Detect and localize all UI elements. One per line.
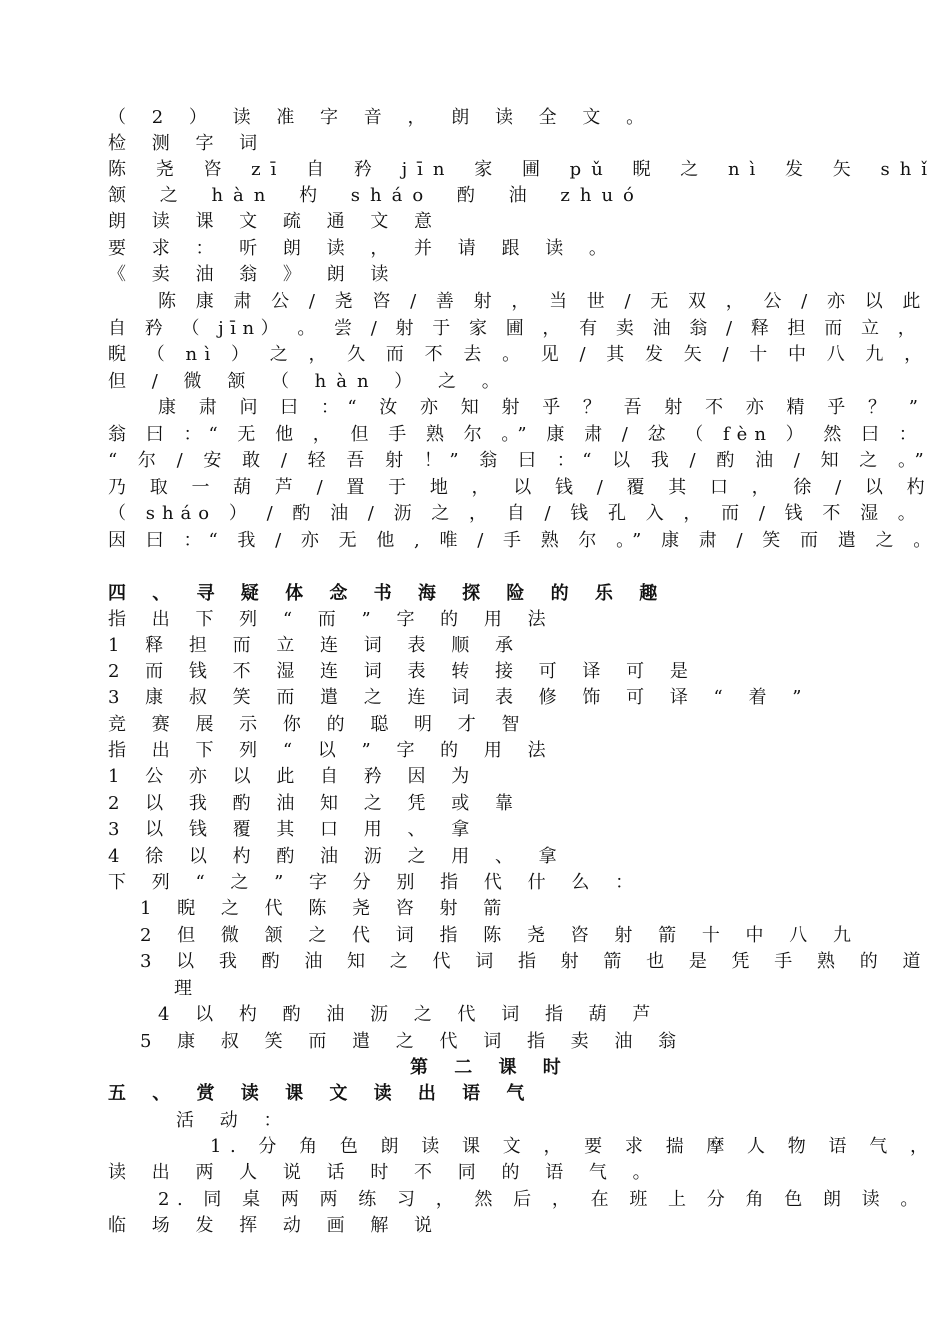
text-line: 自 矜 （ jīn） 。 尝 / 射 于 家 圃 ， 有 卖 油 翁 / 释 担 而 立 ， <box>108 318 923 339</box>
text-line: 4 以 杓 酌 油 沥 之 代 词 指 葫 芦 <box>158 1004 661 1025</box>
text-line: 竞 赛 展 示 你 的 聪 明 才 智 <box>108 714 530 735</box>
text-line: 5 康 叔 笑 而 遣 之 代 词 指 卖 油 翁 <box>140 1031 687 1052</box>
text-line: 临 场 发 挥 动 画 解 说 <box>108 1215 443 1236</box>
section-heading: 第 二 课 时 <box>410 1057 571 1078</box>
text-line: 《 卖 油 翁 》 朗 读 <box>108 264 399 285</box>
text-line: 康 肃 问 曰 ：“ 汝 亦 知 射 乎 ？ 吾 射 不 亦 精 乎 ？ ” <box>158 397 927 418</box>
text-line: （ 2 ） 读 准 字 音 ， 朗 读 全 文 。 <box>108 107 655 128</box>
text-line: 读 出 两 人 说 话 时 不 同 的 语 气 。 <box>108 1162 661 1183</box>
text-line: 3 以 钱 覆 其 口 用 、 拿 <box>108 819 480 840</box>
text-line: “ 尔 / 安 敢 / 轻 吾 射 ！” 翁 曰 ：“ 以 我 / 酌 油 / 知 之 。” <box>108 450 932 471</box>
text-line: 2 但 微 颔 之 代 词 指 陈 尧 咨 射 箭 十 中 八 九 <box>140 925 861 946</box>
text-line: 下 列 “ 之 ” 字 分 别 指 代 什 么 ： <box>108 872 644 893</box>
text-line: 陈 康 肃 公 / 尧 咨 / 善 射 ， 当 世 / 无 双 ， 公 / 亦 以 此 <box>158 291 928 312</box>
text-line: 但 / 微 颔 （ hàn ） 之 。 <box>108 371 510 392</box>
text-line: 2. 同 桌 两 两 练 习 ， 然 后 ， 在 班 上 分 角 色 朗 读 。 <box>158 1189 926 1210</box>
text-line: 指 出 下 列 “ 以 ” 字 的 用 法 <box>108 740 556 761</box>
text-line: 活 动 ： <box>176 1110 292 1131</box>
text-line: 要 求 ： 听 朗 读 ， 并 请 跟 读 。 <box>108 238 617 259</box>
text-line: 检 测 字 词 <box>108 133 268 154</box>
text-line: 1. 分 角 色 朗 读 课 文 ， 要 求 揣 摩 人 物 语 气 ， <box>210 1136 937 1157</box>
text-line: 颔 之 hàn 杓 sháo 酌 油 zhuó <box>108 185 644 206</box>
text-line: 陈 尧 咨 zī 自 矜 jīn 家 圃 pǔ 睨 之 nì 发 矢 shǐ <box>108 159 938 180</box>
text-line: 朗 读 课 文 疏 通 文 意 <box>108 211 443 232</box>
text-line: （ sháo ） / 酌 油 / 沥 之 ， 自 / 钱 孔 入 ， 而 / 钱 不 湿 。 <box>108 503 923 524</box>
text-line: 因 曰 ：“ 我 / 亦 无 他 , 唯 / 手 熟 尔 。” 康 肃 / 笑 而 遣 之 。 <box>108 530 939 551</box>
text-line: 1 释 担 而 立 连 词 表 顺 承 <box>108 635 523 656</box>
section-heading: 五 、 赏 读 课 文 读 出 语 气 <box>108 1083 535 1104</box>
text-line: 3 以 我 酌 油 知 之 代 词 指 射 箭 也 是 凭 手 熟 的 道 <box>140 951 930 972</box>
text-line: 2 而 钱 不 湿 连 词 表 转 接 可 译 可 是 <box>108 661 698 682</box>
text-line: 2 以 我 酌 油 知 之 凭 或 靠 <box>108 793 523 814</box>
text-line: 乃 取 一 葫 芦 / 置 于 地 ， 以 钱 / 覆 其 口 ， 徐 / 以 杓 <box>108 477 934 498</box>
text-line: 3 康 叔 笑 而 遣 之 连 词 表 修 饰 可 译 “ 着 ” <box>108 687 812 708</box>
text-line: 指 出 下 列 “ 而 ” 字 的 用 法 <box>108 609 556 630</box>
text-line: 翁 曰 ：“ 无 他 ， 但 手 熟 尔 。” 康 肃 / 忿 （ fèn ） 然 曰 ： <box>108 424 924 445</box>
section-heading: 四 、 寻 疑 体 念 书 海 探 险 的 乐 趣 <box>108 583 668 604</box>
text-line: 理 <box>174 978 202 999</box>
text-line: 1 睨 之 代 陈 尧 咨 射 箭 <box>140 898 512 919</box>
text-line: 4 徐 以 杓 酌 油 沥 之 用 、 拿 <box>108 846 567 867</box>
text-line: 睨 （ nì ） 之 ， 久 而 不 去 。 见 / 其 发 矢 / 十 中 八 九 ， <box>108 344 930 365</box>
text-line: 1 公 亦 以 此 自 矜 因 为 <box>108 766 480 787</box>
